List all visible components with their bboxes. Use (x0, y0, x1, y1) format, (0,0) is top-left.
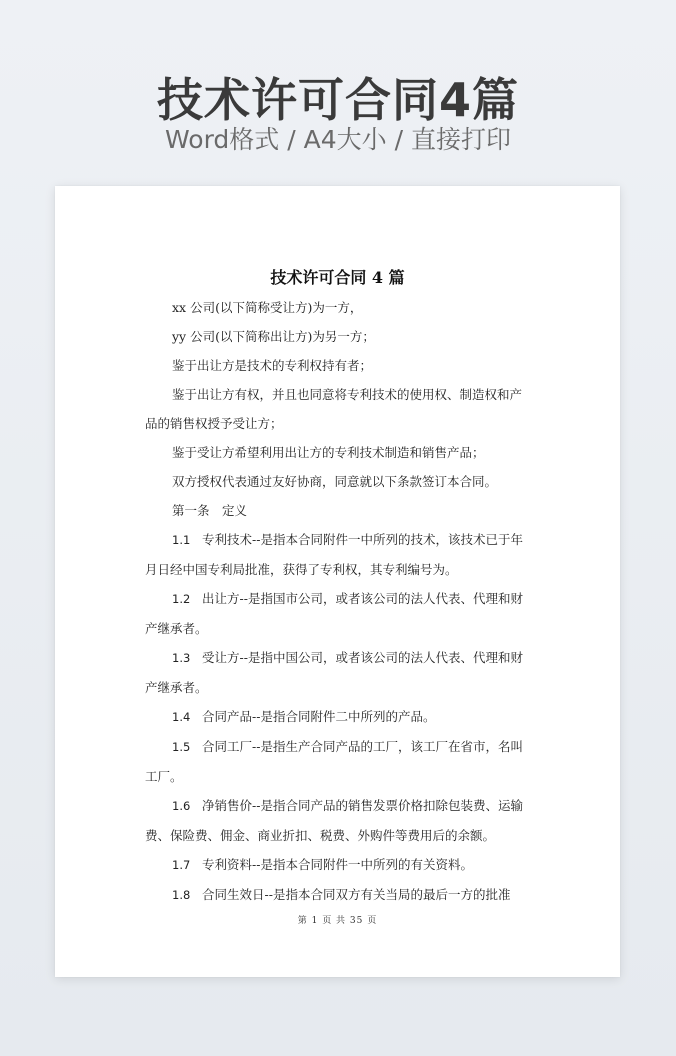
clause-number: 1.1 (172, 533, 191, 547)
paragraph-text: 第一条 定义 (172, 503, 248, 518)
paragraph (145, 438, 530, 467)
clause (145, 732, 530, 791)
clause-text: 合同产品--是指合同附件二中所列的产品。 (202, 709, 436, 724)
clause-continuation: 费、保险费、佣金、商业折扣、税费、外购件等费用后的余额。 (145, 828, 496, 843)
clause-continuation: 产继承者。 (145, 621, 208, 636)
paragraph-text: 鉴于出让方是技术的专利权持有者； (172, 358, 373, 373)
banner-subtitle: Word格式 / A4大小 / 直接打印 (165, 125, 511, 154)
clause (145, 643, 530, 702)
clause (145, 791, 530, 850)
clause-number: 1.7 (172, 858, 191, 872)
paragraph (145, 380, 530, 438)
clause-number: 1.2 (172, 592, 191, 606)
banner-title: 技术许可合同4篇 (156, 73, 519, 127)
document-title: 技术许可合同 4 篇 (270, 268, 405, 287)
clause-text: 专利技术--是指本合同附件一中所列的技术，该技术已于年 (202, 532, 523, 547)
clause-text: 出让方--是指国市公司，或者该公司的法人代表、代理和财 (202, 591, 523, 606)
clause-text: 专利资料--是指本合同附件一中所列的有关资料。 (202, 857, 473, 872)
paragraph (145, 293, 530, 322)
clause-text: 合同工厂--是指生产合同产品的工厂，该工厂在省市，名叫 (202, 739, 523, 754)
paragraph (145, 351, 530, 380)
clause (145, 584, 530, 643)
clause-text: 净销售价--是指合同产品的销售发票价格扣除包装费、运输 (202, 798, 523, 813)
paragraph-continuation: 品的销售权授予受让方； (145, 416, 283, 431)
clause-number: 1.6 (172, 799, 191, 813)
paragraph (145, 322, 530, 351)
clause-number: 1.8 (172, 888, 191, 902)
clause (145, 850, 530, 880)
clause (145, 702, 530, 732)
clause-text: 合同生效日--是指本合同双方有关当局的最后一方的批准 (202, 887, 511, 902)
clause (145, 880, 530, 910)
paragraph-text: 鉴于出让方有权，并且也同意将专利技术的使用权、制造权和产 (172, 387, 523, 402)
clause-continuation: 月日经中国专利局批准，获得了专利权，其专利编号为。 (145, 562, 458, 577)
paragraph-text: yy 公司(以下简称出让方)为另一方； (172, 329, 375, 344)
clause (145, 525, 530, 584)
page-number-footer: 第 1 页 共 35 页 (297, 916, 378, 926)
document-body (145, 293, 530, 910)
paragraph-text: 鉴于受让方希望利用出让方的专利技术制造和销售产品； (172, 445, 485, 460)
section-heading (145, 496, 530, 525)
paragraph-text: xx 公司(以下简称受让方)为一方， (172, 300, 363, 315)
clause-continuation: 工厂。 (145, 769, 183, 784)
document-page (55, 186, 620, 977)
clause-text: 受让方--是指中国公司，或者该公司的法人代表、代理和财 (202, 650, 523, 665)
clause-continuation: 产继承者。 (145, 680, 208, 695)
clause-number: 1.3 (172, 651, 191, 665)
paragraph (145, 467, 530, 496)
clause-number: 1.5 (172, 740, 191, 754)
paragraph-text: 双方授权代表通过友好协商，同意就以下条款签订本合同。 (172, 474, 498, 489)
clause-number: 1.4 (172, 710, 191, 724)
